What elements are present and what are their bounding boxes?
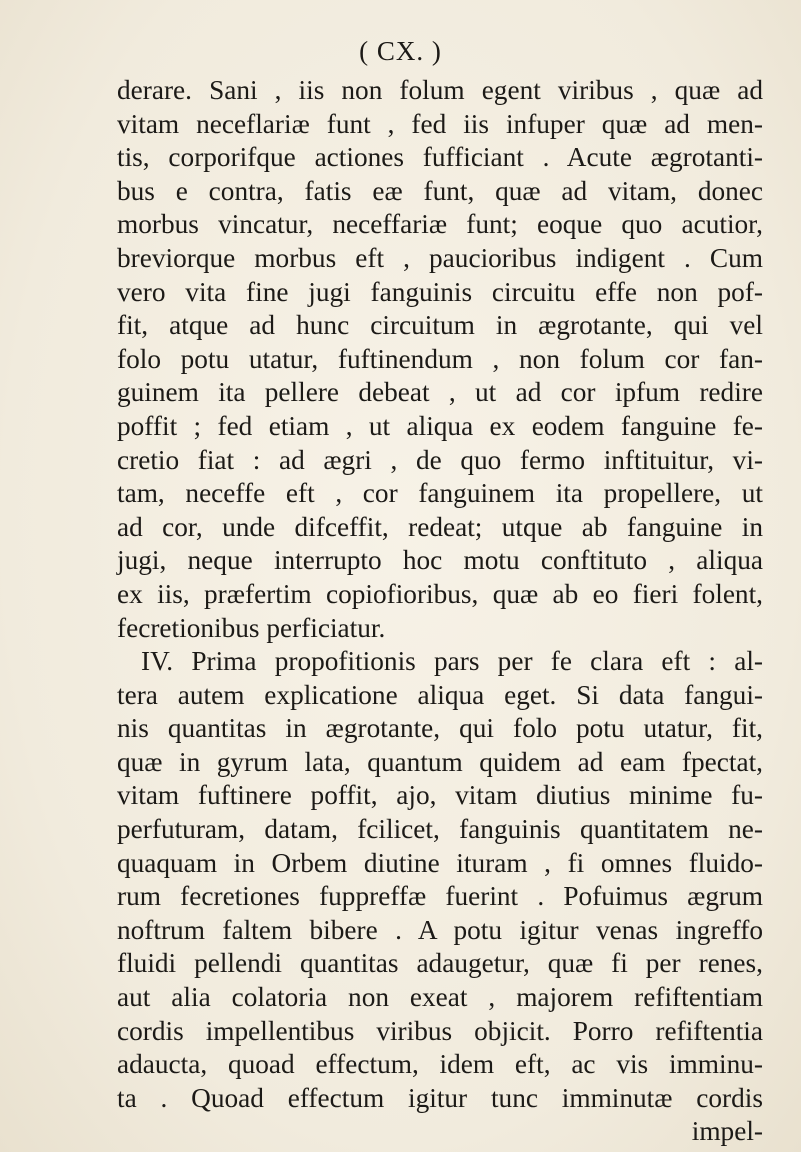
section-start-line: IV. Prima propofitionis pars per fe clara eft : al- xyxy=(141,646,763,677)
text-line: vitam fuftinere poffit, ajo, vitam diutius minime fu- xyxy=(117,780,763,811)
text-line: derare. Sani , iis non folum egent viribus , quæ ad xyxy=(117,75,763,105)
text-line: vitam neceflariæ funt , fed iis infuper quæ ad men- xyxy=(117,108,763,139)
text-line: ta . Quoad effectum igitur tunc imminutæ cordis xyxy=(117,1082,763,1113)
text-line: perfuturam, datam, fcilicet, fanguinis quantitatem ne- xyxy=(117,814,763,845)
text-line: breviorque morbus eft , paucioribus indigent . Cum xyxy=(117,242,763,273)
text-line: rum fecretiones fuppreffæ fuerint . Pofuimus ægrum xyxy=(117,881,763,912)
text-line: nis quantitas in ægrotante, qui folo potu utatur, fit, xyxy=(117,713,763,744)
text-line: adaucta, quoad effectum, idem eft, ac vis imminu- xyxy=(117,1049,763,1080)
text-line: folo potu utatur, fuftinendum , non folum cor fan- xyxy=(117,343,763,374)
text-line: ex iis, præfertim copiofioribus, quæ ab eo fieri folent, xyxy=(117,578,763,609)
text-line: guinem ita pellere debeat , ut ad cor ipfum redire xyxy=(117,377,763,408)
text-line: vero vita fine jugi fanguinis circuitu effe non pof- xyxy=(117,276,763,307)
text-line: noftrum faltem bibere . A potu igitur venas ingreffo xyxy=(117,914,763,945)
text-line: quaquam in Orbem diutine ituram , fi omnes fluido- xyxy=(117,847,763,878)
catchword: impel- xyxy=(691,1116,763,1147)
text-line: tera autem explicatione aliqua eget. Si data fangui- xyxy=(117,679,763,710)
body-text xyxy=(117,74,763,1149)
text-line: tis, corporifque actiones fufficiant . Acute ægrotanti- xyxy=(117,142,763,173)
text-line: quæ in gyrum lata, quantum quidem ad eam fpectat, xyxy=(117,746,763,777)
text-line: cordis impellentibus viribus objicit. Porro refiftentia xyxy=(117,1015,763,1046)
text-line: ad cor, unde difceffit, redeat; utque ab fanguine in xyxy=(117,511,763,542)
text-line: poffit ; fed etiam , ut aliqua ex eodem fanguine fe- xyxy=(117,410,763,441)
text-line: fecretionibus perficiatur. xyxy=(117,612,386,643)
text-line: bus e contra, fatis eæ funt, quæ ad vitam, donec xyxy=(117,175,763,206)
text-line: fluidi pellendi quantitas adaugetur, quæ fi per renes, xyxy=(117,948,763,979)
text-line: cretio fiat : ad ægri , de quo fermo inftituitur, vi- xyxy=(117,444,763,475)
text-line: jugi, neque interrupto hoc motu conftituto , aliqua xyxy=(117,545,763,576)
text-line: aut alia colatoria non exeat , majorem refiftentiam xyxy=(117,982,763,1013)
page-number-header: ( CX. ) xyxy=(359,36,442,66)
text-line: fit, atque ad hunc circuitum in ægrotante, qui vel xyxy=(117,310,763,341)
text-line: morbus vincatur, neceffariæ funt; eoque quo acutior, xyxy=(117,209,763,240)
text-line: tam, neceffe eft , cor fanguinem ita propellere, ut xyxy=(117,478,763,509)
